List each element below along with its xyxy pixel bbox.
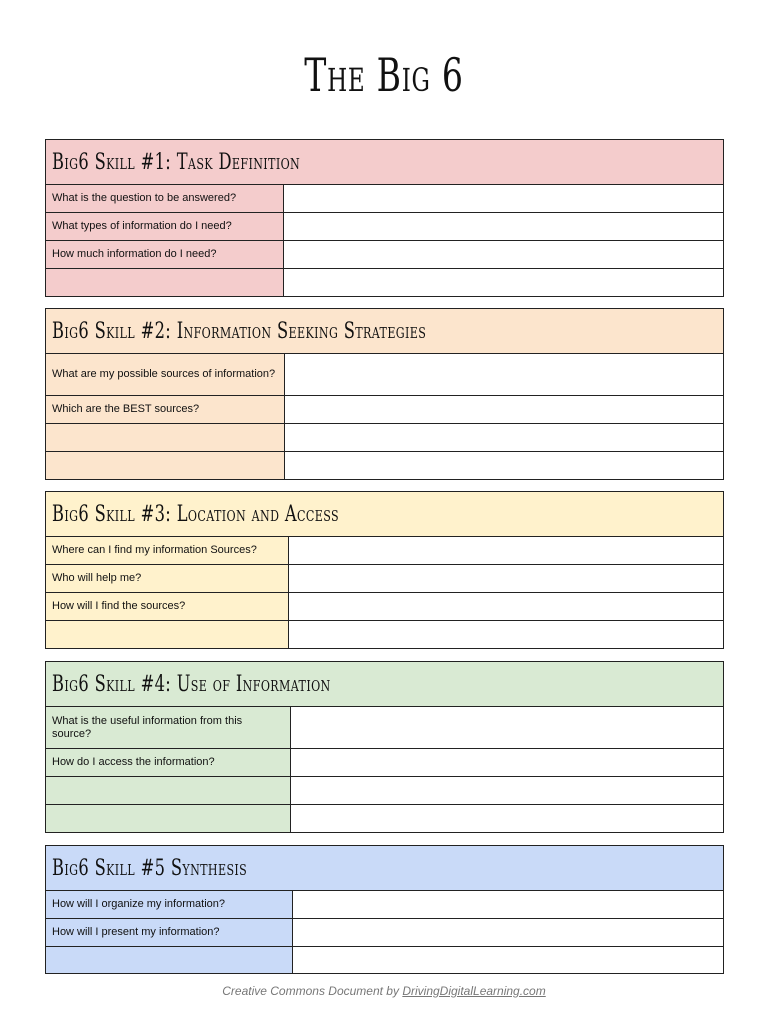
skill-3-question-4 <box>46 621 289 649</box>
skill-1-question-3: How much information do I need? <box>46 241 284 269</box>
skill-4-question-1: What is the useful information from this source? <box>46 707 291 749</box>
skill-5-table <box>45 845 724 974</box>
footer-link[interactable]: DrivingDigitalLearning.com <box>402 984 546 998</box>
skill-2-question-4 <box>46 452 285 480</box>
skill-1-answer-4[interactable] <box>284 269 724 297</box>
skill-4-answer-3[interactable] <box>291 777 724 805</box>
skill-1-question-4 <box>46 269 284 297</box>
footer-text: Creative Commons Document by <box>222 984 403 998</box>
skill-2-table <box>45 308 724 480</box>
skill-4-heading: Big6 Skill #4: Use of Information <box>46 662 724 707</box>
skill-1-answer-2[interactable] <box>284 213 724 241</box>
skill-2-question-3 <box>46 424 285 452</box>
skill-4-question-3 <box>46 777 291 805</box>
page-title: The Big 6 <box>304 48 464 102</box>
skill-3-question-1: Where can I find my information Sources? <box>46 537 289 565</box>
skill-1-answer-1[interactable] <box>284 185 724 213</box>
skill-3-answer-3[interactable] <box>289 593 724 621</box>
skill-4-answer-2[interactable] <box>291 749 724 777</box>
skill-4-table <box>45 661 724 833</box>
skill-1-question-1: What is the question to be answered? <box>46 185 284 213</box>
skill-4-answer-4[interactable] <box>291 805 724 833</box>
skill-3-question-2: Who will help me? <box>46 565 289 593</box>
skill-3-heading: Big6 Skill #3: Location and Access <box>46 492 724 537</box>
skill-5-question-1: How will I organize my information? <box>46 891 293 919</box>
skill-3-answer-4[interactable] <box>289 621 724 649</box>
skill-5-question-2: How will I present my information? <box>46 919 293 947</box>
skill-2-question-2: Which are the BEST sources? <box>46 396 285 424</box>
skill-4-question-4 <box>46 805 291 833</box>
skill-2-question-1: What are my possible sources of information? <box>46 354 285 396</box>
skill-3-answer-1[interactable] <box>289 537 724 565</box>
skill-2-answer-3[interactable] <box>285 424 724 452</box>
footer-credit <box>0 984 768 998</box>
skill-5-answer-1[interactable] <box>293 891 724 919</box>
skill-3-answer-2[interactable] <box>289 565 724 593</box>
skill-1-heading: Big6 Skill #1: Task Definition <box>46 140 724 185</box>
skill-4-answer-1[interactable] <box>291 707 724 749</box>
skill-3-question-3: How will I find the sources? <box>46 593 289 621</box>
skill-1-answer-3[interactable] <box>284 241 724 269</box>
skill-2-answer-4[interactable] <box>285 452 724 480</box>
skill-1-question-2: What types of information do I need? <box>46 213 284 241</box>
skill-2-answer-2[interactable] <box>285 396 724 424</box>
skill-2-answer-1[interactable] <box>285 354 724 396</box>
skill-2-heading: Big6 Skill #2: Information Seeking Strategies <box>46 309 724 354</box>
skill-3-table <box>45 491 724 649</box>
skill-1-table <box>45 139 724 297</box>
skill-5-question-3 <box>46 947 293 974</box>
skill-5-heading: Big6 Skill #5 Synthesis <box>46 846 724 891</box>
skill-4-question-2: How do I access the information? <box>46 749 291 777</box>
skill-5-answer-3[interactable] <box>293 947 724 974</box>
skill-5-answer-2[interactable] <box>293 919 724 947</box>
